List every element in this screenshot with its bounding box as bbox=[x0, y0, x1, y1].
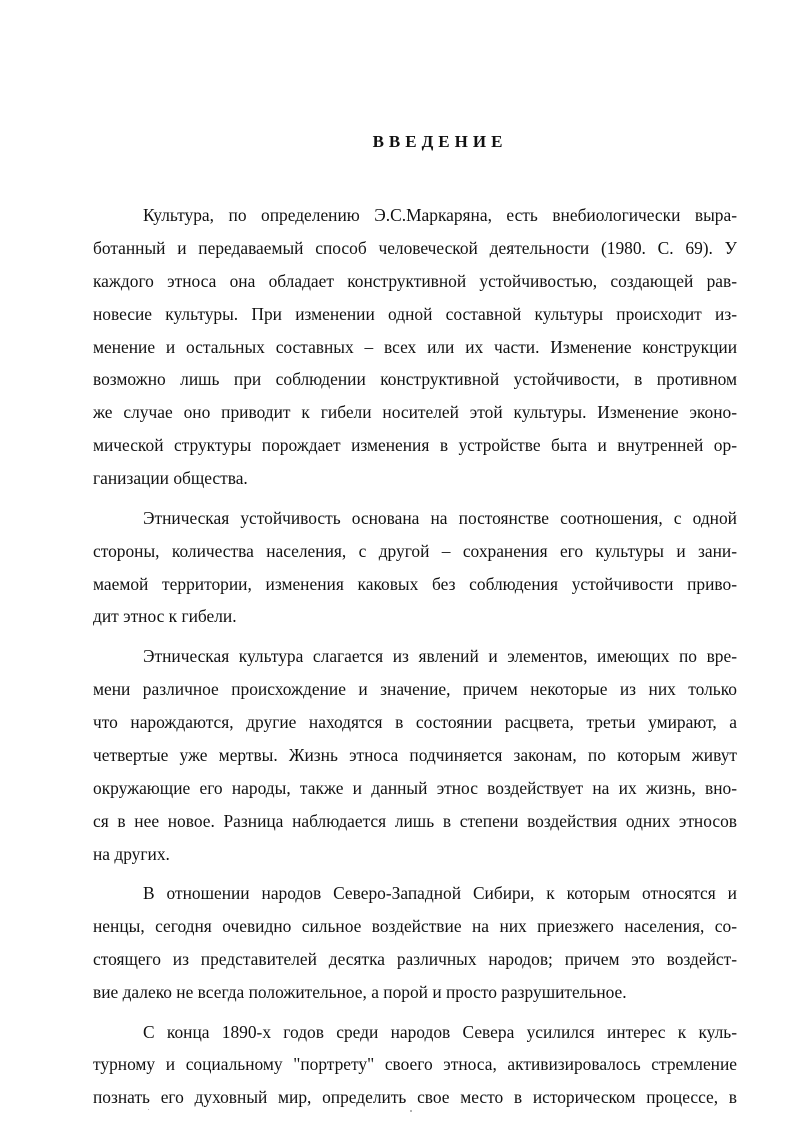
text-line: дит этнос к гибели. bbox=[93, 606, 237, 627]
text-line: турному и социальному "портрету" своего этноса, активизировалось стремление bbox=[93, 1054, 737, 1075]
text-line: Этническая культура слагается из явлений и элементов, имеющих по вре- bbox=[143, 646, 737, 667]
text-line: ненцы, сегодня очевидно сильное воздействие на них приезжего населения, со- bbox=[93, 916, 737, 937]
scan-speck bbox=[410, 1110, 412, 1112]
text-line: ботанный и передаваемый способ человеческой деятельности (1980. С. 69). У bbox=[93, 237, 737, 258]
paragraph-3 bbox=[93, 640, 737, 870]
text-line: новесие культуры. При изменении одной составной культуры происходит из- bbox=[93, 303, 737, 324]
text-line: вие далеко не всегда положительное, а порой и просто разрушительное. bbox=[93, 981, 627, 1002]
scan-speck bbox=[148, 1109, 149, 1110]
text-line: познать его духовный мир, определить свое место в историческом процессе, в bbox=[93, 1087, 737, 1108]
text-line: В отношении народов Северо-Западной Сибири, к которым относятся и bbox=[143, 883, 737, 904]
text-line: маемой территории, изменения каковых без соблюдения устойчивости приво- bbox=[93, 573, 737, 594]
paragraph-2 bbox=[93, 502, 737, 634]
text-line: каждого этноса она обладает конструктивной устойчивостью, создающей рав- bbox=[93, 270, 737, 291]
text-line: стороны, количества населения, с другой – сохранения его культуры и зани- bbox=[93, 540, 737, 561]
text-line: мени различное происхождение и значение, причем некоторые из них только bbox=[93, 679, 737, 700]
text-line: ганизации общества. bbox=[93, 468, 248, 489]
text-line: на других. bbox=[93, 843, 170, 864]
page-title: ВВЕДЕНИЕ bbox=[372, 132, 508, 151]
text-line: возможно лишь при соблюдении конструктивной устойчивости, в противном bbox=[93, 369, 737, 390]
paragraph-4 bbox=[93, 877, 737, 1009]
text-line: что нарождаются, другие находятся в состоянии расцвета, третьи умирают, а bbox=[93, 711, 737, 732]
text-line: четвертые уже мертвы. Жизнь этноса подчиняется законам, по которым живут bbox=[93, 744, 737, 765]
text-line: Культура, по определению Э.С.Маркаряна, есть внебиологически выра- bbox=[143, 205, 737, 225]
document-body bbox=[93, 199, 737, 1114]
paragraph-5 bbox=[93, 1016, 737, 1115]
text-line: окружающие его народы, также и данный этнос воздействует на их жизнь, вно- bbox=[93, 777, 737, 798]
text-line: стоящего из представителей десятка различных народов; причем это воздейст- bbox=[93, 948, 737, 969]
paragraph-1 bbox=[93, 199, 737, 495]
text-line: Этническая устойчивость основана на постоянстве соотношения, с одной bbox=[143, 507, 737, 528]
text-line: же случае оно приводит к гибели носителей этой культуры. Изменение эконо- bbox=[93, 402, 737, 423]
text-line: менение и остальных составных – всех или их части. Изменение конструкции bbox=[93, 336, 737, 357]
text-line: мической структуры порождает изменения в устройстве быта и внутренней ор- bbox=[93, 435, 737, 456]
text-line: С конца 1890-х годов среди народов Севера усилился интерес к куль- bbox=[143, 1021, 737, 1042]
text-line: ся в нее новое. Разница наблюдается лишь в степени воздействия одних этносов bbox=[93, 810, 737, 831]
